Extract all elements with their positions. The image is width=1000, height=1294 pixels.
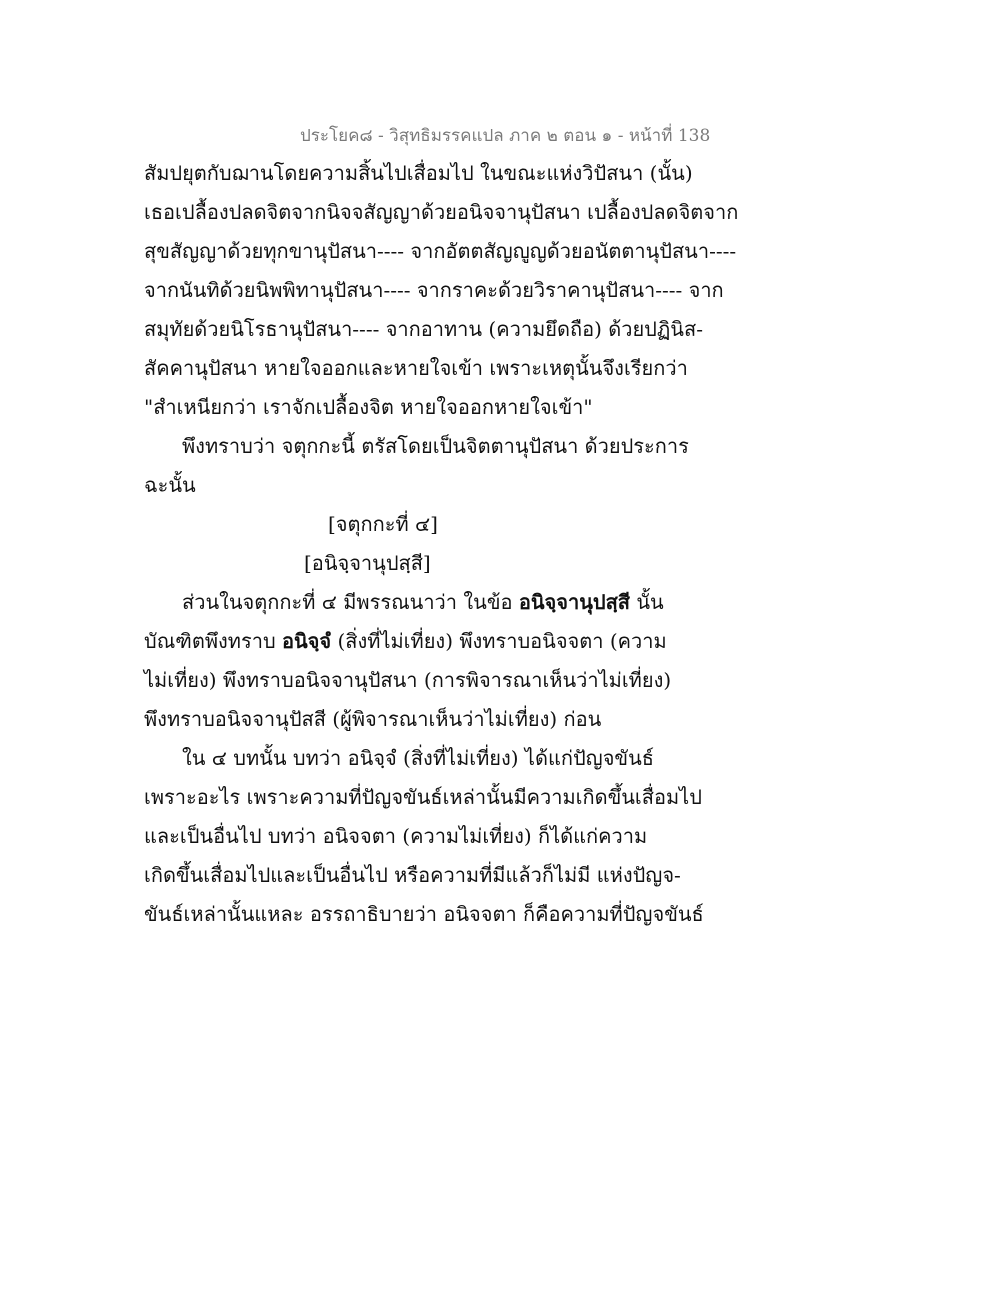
running-header: ประโยค๘ - วิสุทธิมรรคแปล ภาค ๒ ตอน ๑ - หน้าที่ 138 bbox=[300, 126, 711, 146]
page-body bbox=[144, 154, 864, 934]
text-segment: (สิ่งที่ไม่เที่ยง) พึงทราบอนิจจตา (ความ bbox=[331, 629, 667, 653]
text-line: ขันธ์เหล่านั้นแหละ อรรถาธิบายว่า อนิจจตา ก็คือความที่ปัญจขันธ์ bbox=[144, 902, 704, 926]
text-line: สมุทัยด้วยนิโรธานุปัสนา---- จากอาทาน (ความยึดถือ) ด้วยปฏินิส- bbox=[144, 317, 703, 341]
text-segment: นั้น bbox=[630, 590, 664, 614]
text-line: เกิดขึ้นเสื่อมไปและเป็นอื่นไป หรือความที่มีแล้วก็ไม่มี แห่งปัญจ- bbox=[144, 863, 681, 887]
text-segment: บัณฑิตพึงทราบ bbox=[144, 629, 282, 653]
section-heading: [จตุกกะที่ ๔] bbox=[328, 512, 438, 536]
text-line: พึงทราบว่า จตุกกะนี้ ตรัสโดยเป็นจิตตานุปัสนา ด้วยประการ bbox=[182, 434, 689, 458]
text-line: ใน ๔ บทนั้น บทว่า อนิจฺจํ (สิ่งที่ไม่เที่ยง) ได้แก่ปัญจขันธ์ bbox=[182, 746, 654, 770]
text-line: สัคคานุปัสนา หายใจออกและหายใจเข้า เพราะเหตุนั้นจึงเรียกว่า bbox=[144, 356, 688, 380]
bold-term: อนิจฺจานุปสฺสี bbox=[518, 590, 630, 614]
subsection-heading: [อนิจฺจานุปสฺสี] bbox=[304, 551, 431, 575]
text-line: พึงทราบอนิจจานุปัสสี (ผู้พิจารณาเห็นว่าไม่เที่ยง) ก่อน bbox=[144, 707, 602, 731]
text-line bbox=[144, 622, 864, 661]
text-line: สุขสัญญาด้วยทุกขานุปัสนา---- จากอัตตสัญญูญด้วยอนัตตานุปัสนา---- bbox=[144, 239, 737, 263]
text-line bbox=[144, 583, 864, 622]
text-line: เธอเปลื้องปลดจิตจากนิจจสัญญาด้วยอนิจจานุปัสนา เปลื้องปลดจิตจาก bbox=[144, 200, 739, 224]
text-line: สัมปยุตกับฌานโดยความสิ้นไปเสื่อมไป ในขณะแห่งวิปัสนา (นั้น) bbox=[144, 161, 693, 185]
text-line: และเป็นอื่นไป บทว่า อนิจจตา (ความไม่เที่ยง) ก็ได้แก่ความ bbox=[144, 824, 648, 848]
text-line: เพราะอะไร เพราะความที่ปัญจขันธ์เหล่านั้นมีความเกิดขึ้นเสื่อมไป bbox=[144, 785, 702, 809]
text-line: จากนันทิด้วยนิพพิทานุปัสนา---- จากราคะด้วยวิราคานุปัสนา---- จาก bbox=[144, 278, 724, 302]
text-segment: ส่วนในจตุกกะที่ ๔ มีพรรณนาว่า ในข้อ bbox=[182, 590, 519, 614]
text-line: "สำเหนียกว่า เราจักเปลื้องจิต หายใจออกหายใจเข้า" bbox=[144, 395, 593, 419]
text-line: ไม่เที่ยง) พึงทราบอนิจจานุปัสนา (การพิจารณาเห็นว่าไม่เที่ยง) bbox=[144, 668, 672, 692]
bold-term: อนิจฺจํ bbox=[282, 629, 332, 653]
text-line: ฉะนั้น bbox=[144, 473, 196, 497]
